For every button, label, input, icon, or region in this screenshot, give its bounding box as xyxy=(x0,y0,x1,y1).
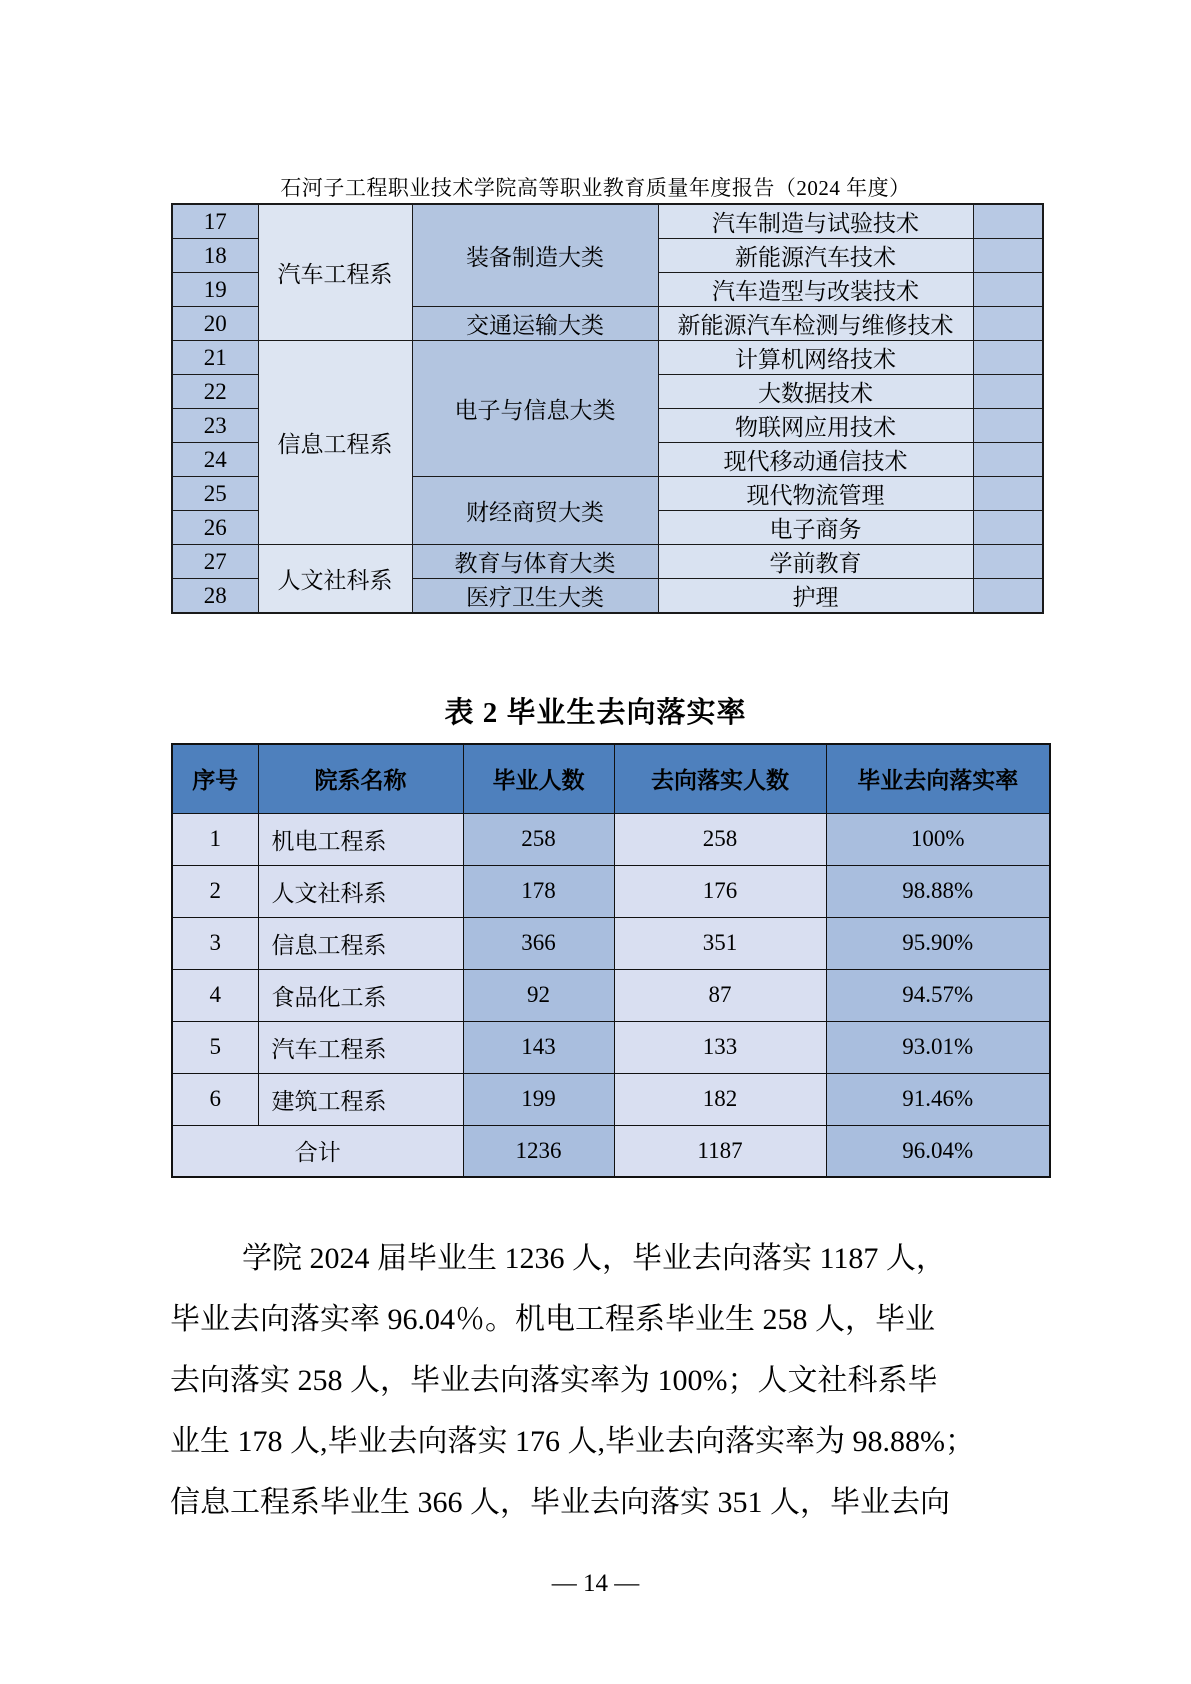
major-cell: 护理 xyxy=(658,579,973,614)
table-row xyxy=(172,1073,1050,1125)
category-cell: 交通运输大类 xyxy=(412,307,658,341)
category-cell: 财经商贸大类 xyxy=(412,477,658,545)
category-cell: 电子与信息大类 xyxy=(412,341,658,477)
seq-cell: 17 xyxy=(172,204,258,239)
major-cell: 新能源汽车技术 xyxy=(658,239,973,273)
placed-cell: 182 xyxy=(614,1073,826,1125)
department-cell: 汽车工程系 xyxy=(258,204,412,341)
blank-cell xyxy=(973,307,1043,341)
department-cell: 信息工程系 xyxy=(258,917,463,969)
column-header-placed: 去向落实人数 xyxy=(614,744,826,813)
seq-cell: 23 xyxy=(172,409,258,443)
rate-cell: 98.88% xyxy=(826,865,1050,917)
blank-cell xyxy=(973,409,1043,443)
blank-cell xyxy=(973,375,1043,409)
graduates-cell: 199 xyxy=(463,1073,614,1125)
graduates-cell: 366 xyxy=(463,917,614,969)
blank-cell xyxy=(973,341,1043,375)
column-header-dept: 院系名称 xyxy=(258,744,463,813)
graduates-cell: 143 xyxy=(463,1021,614,1073)
department-cell: 食品化工系 xyxy=(258,969,463,1021)
rate-cell: 94.57% xyxy=(826,969,1050,1021)
rate-cell: 100% xyxy=(826,813,1050,865)
total-row xyxy=(172,1125,1050,1177)
table-row xyxy=(172,341,1043,375)
table-row xyxy=(172,969,1050,1021)
table2-title: 表 2 毕业生去向落实率 xyxy=(444,697,747,729)
blank-cell xyxy=(973,511,1043,545)
seq-cell: 27 xyxy=(172,545,258,579)
category-cell: 装备制造大类 xyxy=(412,204,658,307)
blank-cell xyxy=(973,545,1043,579)
rate-cell: 91.46% xyxy=(826,1073,1050,1125)
major-cell: 计算机网络技术 xyxy=(658,341,973,375)
seq-cell: 26 xyxy=(172,511,258,545)
table-row xyxy=(172,1021,1050,1073)
column-header-seq: 序号 xyxy=(172,744,258,813)
seq-cell: 2 xyxy=(172,865,258,917)
major-cell: 新能源汽车检测与维修技术 xyxy=(658,307,973,341)
seq-cell: 24 xyxy=(172,443,258,477)
graduates-cell: 178 xyxy=(463,865,614,917)
blank-cell xyxy=(973,239,1043,273)
seq-cell: 19 xyxy=(172,273,258,307)
total-label-cell: 合计 xyxy=(172,1125,463,1177)
seq-cell: 22 xyxy=(172,375,258,409)
category-cell: 医疗卫生大类 xyxy=(412,579,658,614)
placed-cell: 258 xyxy=(614,813,826,865)
major-cell: 现代物流管理 xyxy=(658,477,973,511)
column-header-rate: 毕业去向落实率 xyxy=(826,744,1050,813)
seq-cell: 25 xyxy=(172,477,258,511)
seq-cell: 28 xyxy=(172,579,258,614)
department-cell: 机电工程系 xyxy=(258,813,463,865)
major-cell: 汽车造型与改装技术 xyxy=(658,273,973,307)
seq-cell: 6 xyxy=(172,1073,258,1125)
paragraph-line: 业生 178 人,毕业去向落实 176 人,毕业去向落实率为 98.88%； xyxy=(170,1425,975,1458)
table-row xyxy=(172,204,1043,239)
blank-cell xyxy=(973,443,1043,477)
placed-cell: 133 xyxy=(614,1021,826,1073)
major-cell: 汽车制造与试验技术 xyxy=(658,204,973,239)
table-row xyxy=(172,813,1050,865)
department-cell: 人文社科系 xyxy=(258,545,412,614)
column-header-grads: 毕业人数 xyxy=(463,744,614,813)
paragraph-line: 学院 2024 届毕业生 1236 人，毕业去向落实 1187 人， xyxy=(242,1242,946,1275)
major-cell: 现代移动通信技术 xyxy=(658,443,973,477)
table-row xyxy=(172,917,1050,969)
blank-cell xyxy=(973,273,1043,307)
placement-table xyxy=(171,743,1051,1178)
rate-cell: 96.04% xyxy=(826,1125,1050,1177)
table-row xyxy=(172,865,1050,917)
rate-cell: 93.01% xyxy=(826,1021,1050,1073)
seq-cell: 18 xyxy=(172,239,258,273)
rate-cell: 95.90% xyxy=(826,917,1050,969)
blank-cell xyxy=(973,477,1043,511)
body-paragraph xyxy=(170,1228,1048,1533)
placed-cell: 351 xyxy=(614,917,826,969)
placed-cell: 1187 xyxy=(614,1125,826,1177)
graduates-cell: 92 xyxy=(463,969,614,1021)
department-cell: 信息工程系 xyxy=(258,341,412,545)
major-cell: 大数据技术 xyxy=(658,375,973,409)
seq-cell: 21 xyxy=(172,341,258,375)
seq-cell: 1 xyxy=(172,813,258,865)
graduates-cell: 1236 xyxy=(463,1125,614,1177)
seq-cell: 3 xyxy=(172,917,258,969)
major-cell: 物联网应用技术 xyxy=(658,409,973,443)
paragraph-line: 去向落实 258 人，毕业去向落实率为 100%；人文社科系毕 xyxy=(170,1364,938,1397)
header-row xyxy=(172,744,1050,813)
table-row xyxy=(172,545,1043,579)
paragraph-line: 毕业去向落实率 96.04％。机电工程系毕业生 258 人，毕业 xyxy=(170,1303,935,1336)
blank-cell xyxy=(973,204,1043,239)
department-cell: 建筑工程系 xyxy=(258,1073,463,1125)
major-cell: 学前教育 xyxy=(658,545,973,579)
placed-cell: 176 xyxy=(614,865,826,917)
graduates-cell: 258 xyxy=(463,813,614,865)
blank-cell xyxy=(973,579,1043,614)
seq-cell: 20 xyxy=(172,307,258,341)
majors-table xyxy=(171,203,1044,614)
page-number: — 14 — xyxy=(551,1570,640,1597)
running-header: 石河子工程职业技术学院高等职业教育质量年度报告（2024 年度） xyxy=(280,176,911,200)
seq-cell: 5 xyxy=(172,1021,258,1073)
major-cell: 电子商务 xyxy=(658,511,973,545)
category-cell: 教育与体育大类 xyxy=(412,545,658,579)
placed-cell: 87 xyxy=(614,969,826,1021)
paragraph-line: 信息工程系毕业生 366 人，毕业去向落实 351 人，毕业去向 xyxy=(170,1486,950,1519)
department-cell: 人文社科系 xyxy=(258,865,463,917)
department-cell: 汽车工程系 xyxy=(258,1021,463,1073)
seq-cell: 4 xyxy=(172,969,258,1021)
